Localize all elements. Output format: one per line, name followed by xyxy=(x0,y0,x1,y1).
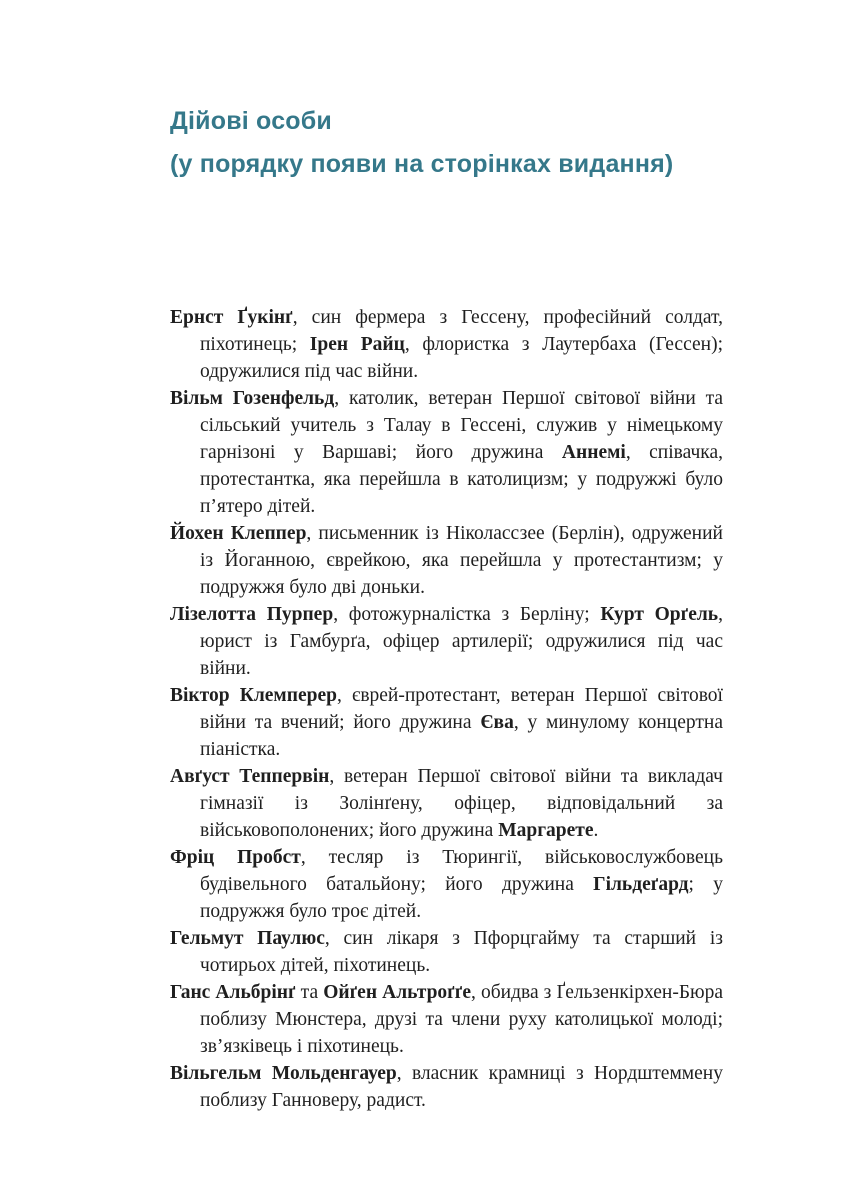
character-entry xyxy=(170,304,723,385)
character-list xyxy=(170,304,723,1114)
entry-text: , письменник із Ніколассзее (Берлін), одружений із Йоганною, єврейкою, яка перейшла у протестантизм; у подружжя було дві доньки. xyxy=(200,523,723,598)
character-name: Віктор Клемперер xyxy=(170,685,337,706)
entry-text: , син фермера з Гессену, професійний солдат, піхотинець; xyxy=(200,307,723,355)
page-title xyxy=(170,100,723,186)
entry-text: , юрист із Гамбурґа, офіцер артилерії; одружилися під час війни. xyxy=(200,604,723,679)
character-name: Ірен Райц xyxy=(309,334,405,355)
character-entry xyxy=(170,385,723,520)
character-entry xyxy=(170,763,723,844)
character-name: Гельмут Паулюс xyxy=(170,928,325,949)
entry-text: , обидва з Ґельзенкірхен-Бюра поблизу Мюнстера, друзі та члени руху католицької молоді; зв’язківець і піхотинець. xyxy=(200,982,723,1057)
character-name: Маргарете xyxy=(498,820,594,841)
character-name: Ернст Ґукінґ xyxy=(170,307,293,328)
character-name: Гільдеґард xyxy=(593,874,689,895)
character-name: Аннемі xyxy=(561,442,626,463)
entry-text: , флористка з Лаутербаха (Гессен); одружилися під час війни. xyxy=(200,334,723,382)
character-entry xyxy=(170,682,723,763)
character-name: Ганс Альбрінґ xyxy=(170,982,296,1003)
character-entry xyxy=(170,979,723,1060)
entry-text: , співачка, протестантка, яка перейшла в католицизм; у подружжі було п’ятеро дітей. xyxy=(200,442,723,517)
entry-text: , син лікаря з Пфорцгайму та старший із чотирьох дітей, піхотинець. xyxy=(200,928,723,976)
entry-text: , католик, ветеран Першої світової війни та сільський учитель з Талау в Гессені, служив у німецькому гарнізоні у Варшаві; його дружина xyxy=(200,388,723,463)
title-main: Дійові особи xyxy=(170,107,332,135)
entry-text: та xyxy=(295,982,324,1003)
character-name: Йохен Клеппер xyxy=(170,523,307,544)
character-entry xyxy=(170,925,723,979)
entry-text: , ветеран Першої світової війни та викладач гімназії із Золінґену, офіцер, відповідальний за військовополонених; його дружина xyxy=(200,766,723,841)
character-name: Лізелотта Пурпер xyxy=(170,604,334,625)
character-name: Ойґен Альтроґґе xyxy=(323,982,471,1003)
character-entry xyxy=(170,520,723,601)
entry-text: ; у подружжя було троє дітей. xyxy=(200,874,723,922)
entry-text: , у минулому концертна піаністка. xyxy=(200,712,723,760)
title-subtitle: (у порядку появи на сторінках видання) xyxy=(170,150,674,178)
character-name: Курт Орґель xyxy=(600,604,719,625)
character-name: Єва xyxy=(480,712,514,733)
character-name: Фріц Пробст xyxy=(170,847,301,868)
character-name: Вільм Гозенфельд xyxy=(170,388,335,409)
entry-text: . xyxy=(593,820,599,841)
entry-text: , єврей-протестант, ветеран Першої світової війни та вчений; його дружина xyxy=(200,685,723,733)
character-entry xyxy=(170,1060,723,1114)
character-name: Авґуст Теппервін xyxy=(170,766,330,787)
character-name: Вільгельм Мольденгауер xyxy=(170,1063,397,1084)
entry-text: , фотожурналістка з Берліну; xyxy=(333,604,601,625)
entry-text: , власник крамниці з Нордштеммену поблизу Ганноверу, радист. xyxy=(200,1063,723,1111)
character-entry xyxy=(170,601,723,682)
entry-text: , тесляр із Тюрингії, військовослужбовець будівельного батальйону; його дружина xyxy=(200,847,723,895)
character-entry xyxy=(170,844,723,925)
